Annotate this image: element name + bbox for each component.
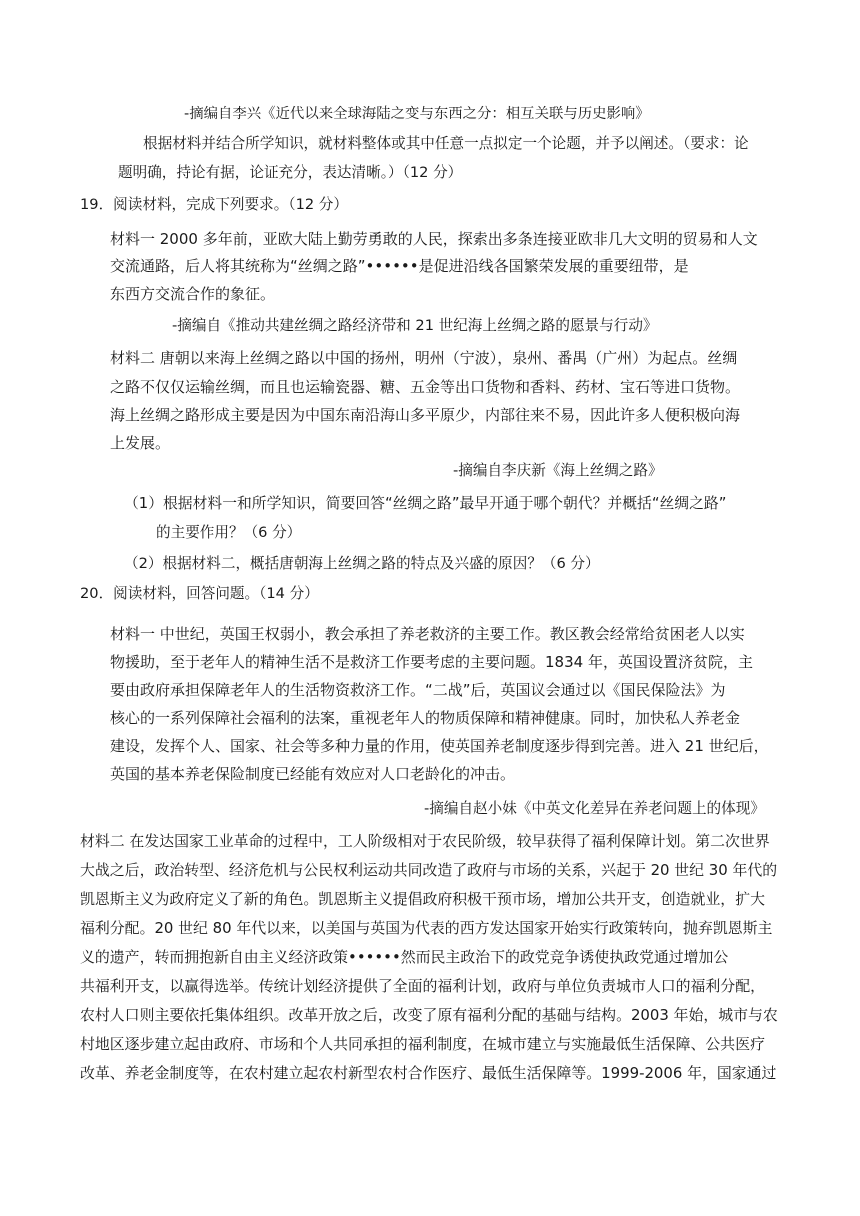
material-line: 农村人口则主要依托集体组织。改革开放之后，改变了原有福利分配的基础与结构。2003 年始，城市与农: [80, 1006, 778, 1024]
material-line: 义的遗产，转而拥抱新自由主义经济政策••••••然而民主政治下的政党竞争诱使执政党通过增加公: [80, 948, 729, 966]
material-line: 材料二 在发达国家工业革命的过程中，工人阶级相对于农民阶级，较早获得了福利保障计划。第二次世界: [80, 832, 770, 850]
material-line: 上发展。: [110, 434, 171, 452]
source-citation: -摘编自李兴《近代以来全球海陆之变与东西之分：相互关联与历史影响》: [184, 106, 650, 122]
material-line: 海上丝绸之路形成主要是因为中国东南沿海山多平原少，内部往来不易，因此许多人便积极向海: [110, 406, 741, 424]
source-citation: -摘编自李庆新《海上丝绸之路》: [453, 462, 663, 479]
material-line: 福利分配。20 世纪 80 年代以来，以美国与英国为代表的西方发达国家开始实行政策转向，抛弃凯恩斯主: [80, 919, 773, 937]
material-line: 村地区逐步建立起由政府、市场和个人共同承担的福利制度，在城市建立与实施最低生活保障、公共医疗: [80, 1035, 765, 1053]
sub-question: 的主要作用？（6 分）: [156, 524, 302, 541]
sub-question: （2）根据材料二，概括唐朝海上丝绸之路的特点及兴盛的原因？（6 分）: [124, 555, 600, 572]
material-line: 交流通路，后人将其统称为“丝绸之路”••••••是促进沿线各国繁荣发展的重要纽带，是: [110, 257, 689, 275]
material-line: 材料二 唐朝以来海上丝绸之路以中国的扬州，明州（宁波），泉州、番禺（广州）为起点。丝绸: [110, 349, 738, 367]
material-line: 东西方交流合作的象征。: [110, 285, 276, 303]
material-line: 核心的一系列保障社会福利的法案，重视老年人的物质保障和精神健康。同时，加快私人养老金: [110, 709, 741, 727]
material-line: 大战之后，政治转型、经济危机与公民权利运动共同改造了政府与市场的关系，兴起于 20 世纪 30 年代的: [80, 861, 778, 879]
material-line: 要由政府承担保障老年人的生活物资救济工作。“二战”后，英国议会通过以《国民保险法》为: [110, 681, 726, 699]
material-line: 之路不仅仅运输丝绸，而且也运输瓷器、糖、五金等出口货物和香料、药材、宝石等进口货物。: [110, 378, 741, 396]
material-line: 凯恩斯主义为政府定义了新的角色。凯恩斯主义提倡政府积极干预市场，增加公共开支，创造就业，扩大: [80, 890, 765, 908]
question-header: 20．阅读材料，回答问题。（14 分）: [80, 585, 319, 602]
material-line: 材料一 中世纪，英国王权弱小，教会承担了养老救济的主要工作。教区教会经常给贫困老人以实: [110, 625, 745, 643]
source-citation: -摘编自《推动共建丝绸之路经济带和 21 世纪海上丝绸之路的愿景与行动》: [172, 317, 658, 334]
question-prompt: 题明确，持论有据，论证充分，表达清晰。）（12 分）: [118, 164, 463, 181]
material-line: 物援助，至于老年人的精神生活不是救济工作要考虑的主要问题。1834 年，英国设置济贫院，主: [110, 653, 753, 671]
question-header: 19．阅读材料，完成下列要求。（12 分）: [80, 196, 348, 213]
sub-question: （1）根据材料一和所学知识，简要回答“丝绸之路”最早开通于哪个朝代？并概括“丝绸之路”: [124, 495, 727, 512]
material-line: 材料一 2000 多年前，亚欧大陆上勤劳勇敢的人民，探索出多条连接亚欧非几大文明的贸易和人文: [110, 230, 758, 248]
material-line: 共福利开支，以赢得选举。传统计划经济提供了全面的福利计划，政府与单位负责城市人口的福利分配，: [80, 977, 765, 995]
material-line: 建设，发挥个人、国家、社会等多种力量的作用，使英国养老制度逐步得到完善。进入 21 世纪后，: [110, 737, 769, 755]
question-prompt: 根据材料并结合所学知识，就材料整体或其中任意一点拟定一个论题，并予以阐述。（要求：论: [143, 135, 749, 152]
source-citation: -摘编自赵小妹《中英文化差异在养老问题上的体现》: [424, 800, 765, 817]
material-line: 改革、养老金制度等，在农村建立起农村新型农村合作医疗、最低生活保障等。1999-2006 年，国家通过: [80, 1064, 777, 1082]
material-line: 英国的基本养老保险制度已经能有效应对人口老龄化的冲击。: [110, 765, 516, 783]
